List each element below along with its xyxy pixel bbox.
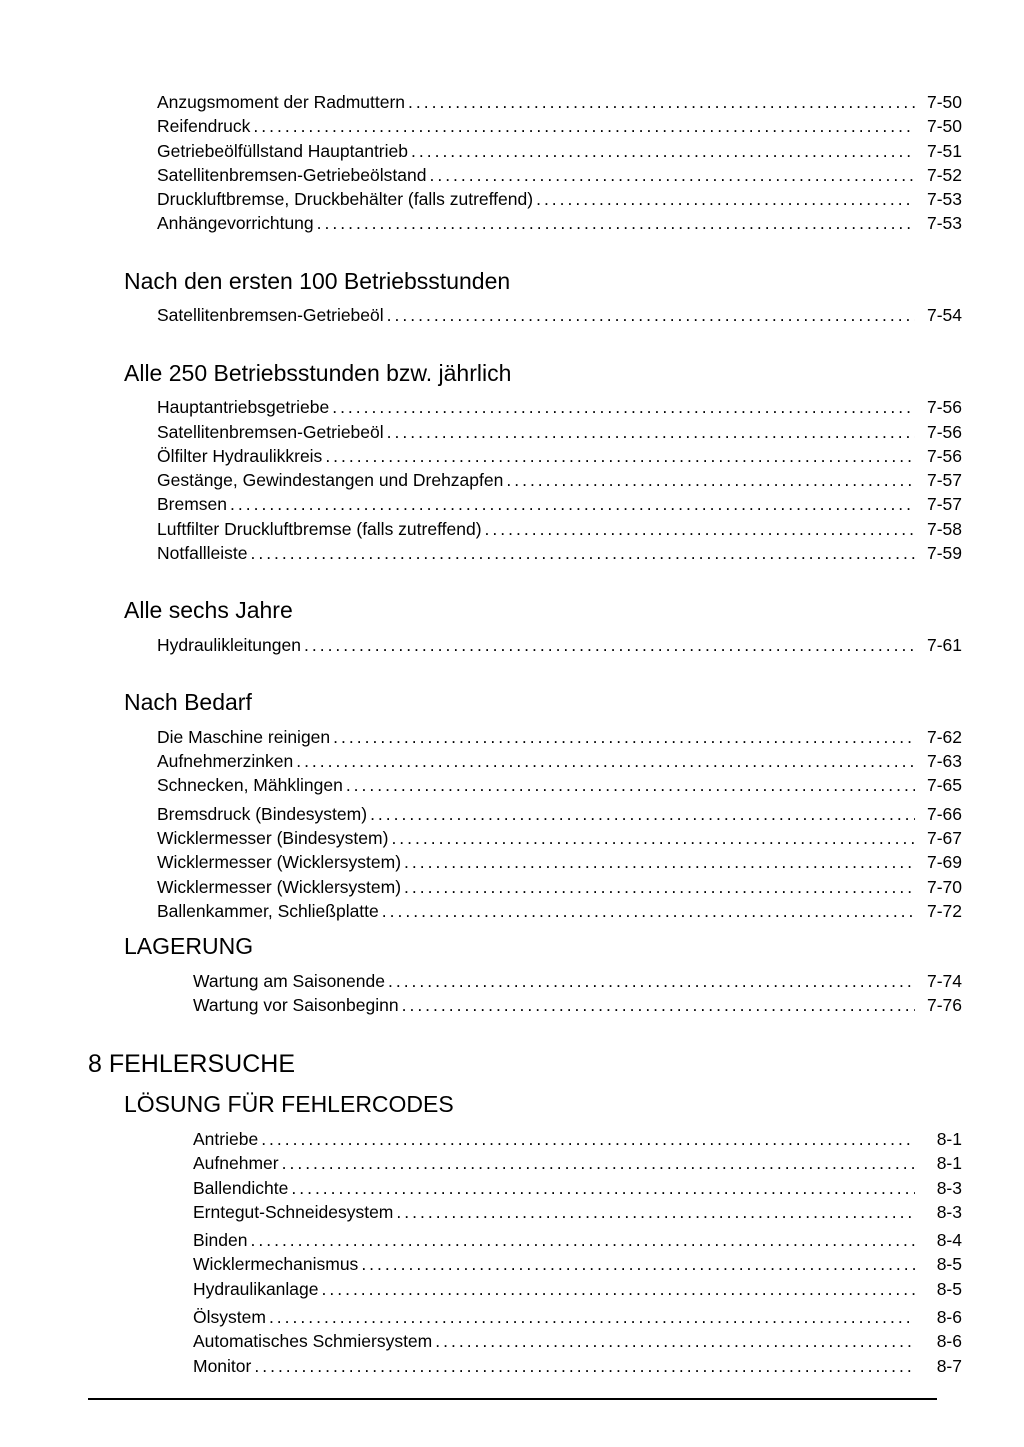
toc-entry-label: Gestänge, Gewindestangen und Drehzapfen xyxy=(157,470,504,491)
toc-entry-page: 7-56 xyxy=(926,421,962,442)
toc-entry-page: 7-72 xyxy=(926,900,962,921)
dot-leader xyxy=(387,420,915,444)
toc-entry xyxy=(88,541,962,565)
toc-entry-page: 7-59 xyxy=(926,543,962,564)
dot-leader xyxy=(325,444,915,468)
toc-entry-page: 8-7 xyxy=(936,1355,962,1376)
toc-entry-page: 7-63 xyxy=(926,751,962,772)
toc-section xyxy=(88,90,962,236)
toc-entry-label: Antriebe xyxy=(193,1128,259,1149)
toc-entry-page: 7-69 xyxy=(926,852,962,873)
toc-entry xyxy=(88,517,962,541)
section-heading: Nach den ersten 100 Betriebsstunden xyxy=(124,267,511,294)
dot-leader xyxy=(408,90,915,114)
toc-entry xyxy=(88,1305,962,1329)
toc-entry xyxy=(88,1200,962,1224)
dot-leader xyxy=(404,850,915,874)
toc-entry-label: Ölsystem xyxy=(193,1307,266,1328)
toc-entry-page: 7-56 xyxy=(926,397,962,418)
dot-leader xyxy=(230,492,915,516)
toc-entry xyxy=(88,1354,962,1378)
toc-entry xyxy=(88,468,962,492)
toc-entry-page: 7-52 xyxy=(926,164,962,185)
toc-entry-label: Wicklermesser (Bindesystem) xyxy=(157,828,389,849)
toc-entry-label: Ballendichte xyxy=(193,1177,289,1198)
toc-entry-label: Wicklermesser (Wicklersystem) xyxy=(157,852,402,873)
toc-entry-page: 7-54 xyxy=(926,305,962,326)
toc-entry xyxy=(88,725,962,749)
toc-entry-page: 7-67 xyxy=(926,828,962,849)
toc-entry xyxy=(88,969,962,993)
toc-section xyxy=(88,689,962,923)
toc-entry-label: Wicklermesser (Wicklersystem) xyxy=(157,876,402,897)
toc-entry-page: 7-62 xyxy=(926,726,962,747)
toc-entry xyxy=(88,1252,962,1276)
toc-entry xyxy=(88,211,962,235)
toc-entry xyxy=(88,187,962,211)
toc-entry-page: 8-1 xyxy=(936,1153,962,1174)
toc-entry-label: Luftfilter Druckluftbremse (falls zutreffend) xyxy=(157,518,482,539)
toc-entry xyxy=(88,303,962,327)
toc-entry-label: Automatisches Schmiersystem xyxy=(193,1331,433,1352)
section-heading: Nach Bedarf xyxy=(124,689,252,716)
chapter-heading: 8 FEHLERSUCHE xyxy=(88,1050,295,1079)
toc-entry xyxy=(88,1176,962,1200)
toc-entry-label: Aufnehmer xyxy=(193,1153,279,1174)
toc-section xyxy=(88,933,962,1017)
toc-entry xyxy=(88,492,962,516)
toc-entry-page: 7-61 xyxy=(926,634,962,655)
dot-leader xyxy=(404,875,915,899)
dot-leader xyxy=(346,773,915,797)
toc-entry-page: 7-53 xyxy=(926,213,962,234)
toc-entry-label: Getriebeölfüllstand Hauptantrieb xyxy=(157,140,408,161)
toc-entry-page: 7-74 xyxy=(926,970,962,991)
dot-leader xyxy=(391,826,915,850)
toc-entry-label: Schnecken, Mähklingen xyxy=(157,775,343,796)
toc-entry-label: Wicklermechanismus xyxy=(193,1254,359,1275)
toc-entry-label: Notfallleiste xyxy=(157,543,248,564)
toc-entry xyxy=(88,420,962,444)
toc-chapter xyxy=(88,1049,962,1378)
toc-entry-label: Ballenkammer, Schließplatte xyxy=(157,900,379,921)
toc-entry-label: Wartung vor Saisonbeginn xyxy=(193,995,399,1016)
toc-entry xyxy=(88,114,962,138)
toc-entry-label: Binden xyxy=(193,1230,248,1251)
toc-entry-label: Anzugsmoment der Radmuttern xyxy=(157,92,406,112)
dot-leader xyxy=(253,114,915,138)
toc-entry-page: 8-4 xyxy=(936,1230,962,1251)
toc-entry-page: 8-1 xyxy=(936,1128,962,1149)
toc-entry-page: 7-65 xyxy=(926,775,962,796)
toc-entry-label: Hauptantriebsgetriebe xyxy=(157,397,330,418)
toc-entry-page: 7-51 xyxy=(926,140,962,161)
toc-entry xyxy=(88,993,962,1017)
dot-leader xyxy=(269,1305,915,1329)
footer-rule xyxy=(88,1398,937,1400)
dot-leader xyxy=(361,1252,915,1276)
toc-entry-label: Bremsdruck (Bindesystem) xyxy=(157,803,368,824)
section-heading: LAGERUNG xyxy=(124,933,254,960)
toc-entry-page: 8-6 xyxy=(936,1331,962,1352)
toc-section xyxy=(88,268,962,328)
dot-leader xyxy=(250,541,915,565)
section-heading: Alle 250 Betriebsstunden bzw. jährlich xyxy=(124,359,512,386)
toc-entry-page: 7-57 xyxy=(926,470,962,491)
toc-section xyxy=(88,597,962,657)
dot-leader xyxy=(304,633,915,657)
toc-entry xyxy=(88,163,962,187)
toc-entry-page: 7-53 xyxy=(926,189,962,210)
dot-leader xyxy=(282,1151,915,1175)
dot-leader xyxy=(322,1277,916,1301)
dot-leader xyxy=(296,749,915,773)
toc-entry-page: 7-50 xyxy=(926,92,962,112)
toc-entry-label: Ölfilter Hydraulikkreis xyxy=(157,445,323,466)
section-heading: Alle sechs Jahre xyxy=(124,597,293,624)
toc-entry-label: Hydraulikleitungen xyxy=(157,634,301,655)
dot-leader xyxy=(536,187,915,211)
toc-entry-page: 7-56 xyxy=(926,445,962,466)
toc-entry xyxy=(88,395,962,419)
toc-section xyxy=(88,360,962,566)
toc-entry-label: Aufnehmerzinken xyxy=(157,751,294,772)
dot-leader xyxy=(506,468,915,492)
dot-leader xyxy=(435,1329,915,1353)
dot-leader xyxy=(485,517,915,541)
dot-leader xyxy=(382,899,915,923)
toc-entry xyxy=(88,1151,962,1175)
dot-leader xyxy=(251,1228,916,1252)
dot-leader xyxy=(332,395,915,419)
toc-entry-label: Anhängevorrichtung xyxy=(157,213,314,234)
toc-entry xyxy=(88,1329,962,1353)
toc-entry xyxy=(88,633,962,657)
toc-entry-label: Satellitenbremsen-Getriebeöl xyxy=(157,421,384,442)
toc-entry-label: Druckluftbremse, Druckbehälter (falls zutreffend) xyxy=(157,189,534,210)
toc-entry-label: Erntegut-Schneidesystem xyxy=(193,1201,394,1222)
toc-entry-page: 7-50 xyxy=(926,116,962,137)
toc-entry-label: Bremsen xyxy=(157,494,228,515)
dot-leader xyxy=(370,802,915,826)
toc-entry-page: 7-70 xyxy=(926,876,962,897)
dot-leader xyxy=(396,1200,915,1224)
toc-entry xyxy=(88,773,962,797)
toc-entry-page: 8-3 xyxy=(936,1201,962,1222)
toc-entry-label: Satellitenbremsen-Getriebeölstand xyxy=(157,164,427,185)
dot-leader xyxy=(402,993,915,1017)
toc-entry xyxy=(88,444,962,468)
toc-entry-page: 8-3 xyxy=(936,1177,962,1198)
toc-entry xyxy=(88,875,962,899)
toc-entry-label: Reifendruck xyxy=(157,116,251,137)
toc-entry-page: 8-5 xyxy=(936,1254,962,1275)
toc-entry xyxy=(88,899,962,923)
toc-entry-page: 7-58 xyxy=(926,518,962,539)
toc-entry xyxy=(88,850,962,874)
dot-leader xyxy=(254,1354,915,1378)
toc-entry-label: Hydraulikanlage xyxy=(193,1278,319,1299)
subsection-heading: LÖSUNG FÜR FEHLERCODES xyxy=(124,1091,454,1118)
toc-entry xyxy=(88,826,962,850)
toc-entry-page: 7-57 xyxy=(926,494,962,515)
toc-entry-label: Wartung am Saisonende xyxy=(193,970,385,991)
toc-entry-label: Monitor xyxy=(193,1355,252,1376)
toc-entry-page: 8-6 xyxy=(936,1307,962,1328)
dot-leader xyxy=(317,211,915,235)
toc-entry-label: Satellitenbremsen-Getriebeöl xyxy=(157,305,384,326)
toc-entry xyxy=(88,1127,962,1151)
dot-leader xyxy=(388,969,915,993)
toc-entry-page: 7-76 xyxy=(926,995,962,1016)
toc-entry xyxy=(88,1277,962,1301)
dot-leader xyxy=(333,725,915,749)
toc-entry xyxy=(88,1228,962,1252)
dot-leader xyxy=(387,303,915,327)
toc-entry-label: Die Maschine reinigen xyxy=(157,726,331,747)
toc-entry xyxy=(88,139,962,163)
toc-entry-page: 7-66 xyxy=(926,803,962,824)
toc-entry xyxy=(88,749,962,773)
toc-entry xyxy=(88,90,962,114)
dot-leader xyxy=(261,1127,915,1151)
toc-entry-page: 8-5 xyxy=(936,1278,962,1299)
dot-leader xyxy=(429,163,915,187)
toc-entry xyxy=(88,802,962,826)
dot-leader xyxy=(291,1176,915,1200)
dot-leader xyxy=(411,139,915,163)
